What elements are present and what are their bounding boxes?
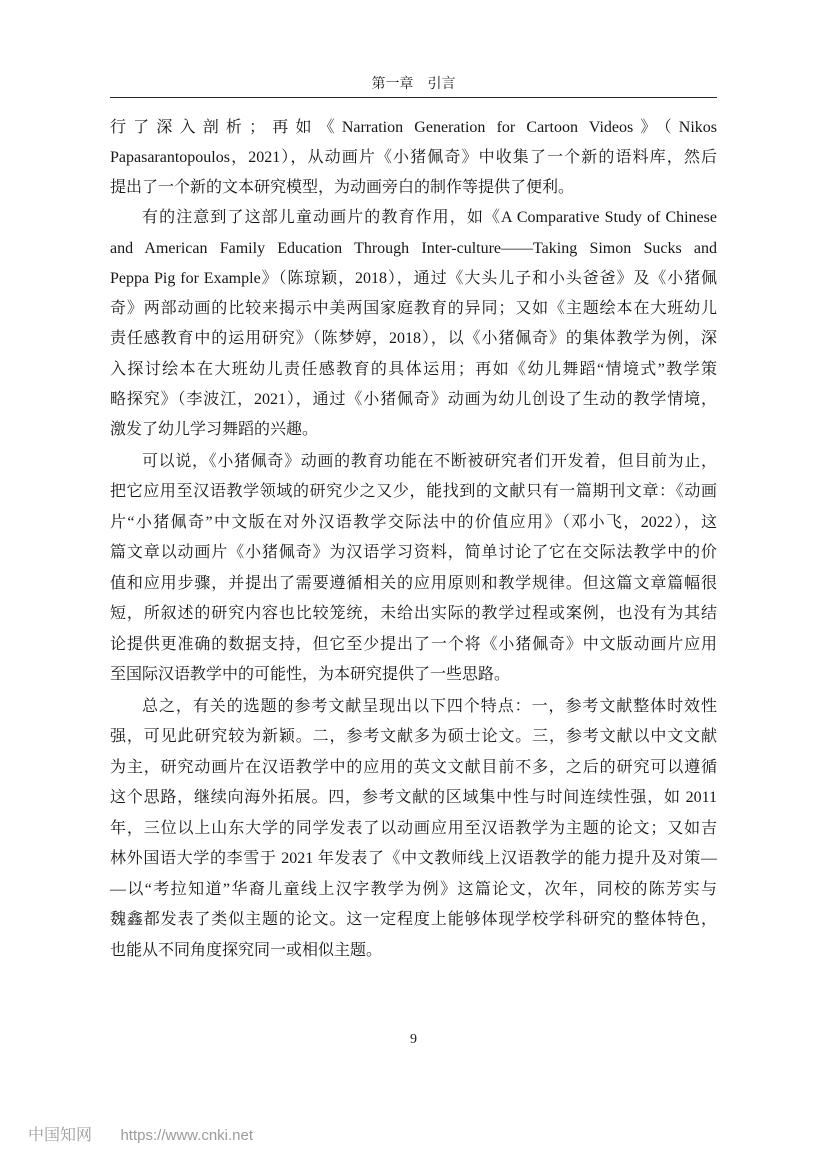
text-line: 有的注意到了这部儿童动画片的教育作用，如《A Comparative Study of Chinese	[142, 209, 717, 226]
text-line: 短，所叙述的研究内容也比较笼统，未给出实际的教学过程或案例，也没有为其结	[110, 605, 717, 622]
cnki-watermark	[28, 1124, 253, 1148]
text-line: 入探讨绘本在大班幼儿责任感教育的具体运用；再如《幼儿舞蹈“情境式”教学策	[110, 361, 717, 378]
text-line: 也能从不同角度探究同一或相似主题。	[110, 942, 383, 959]
text-line: 把它应用至汉语教学领域的研究少之又少，能找到的文献只有一篇期刊文章：《动画	[110, 483, 717, 500]
text-line: 至国际汉语教学中的可能性，为本研究提供了一些思路。	[110, 666, 511, 683]
text-line: 片“小猪佩奇”中文版在对外汉语教学交际法中的价值应用》（邓小飞，2022），这	[110, 514, 717, 531]
text-line: 年，三位以上山东大学的同学发表了以动画应用至汉语教学为主题的论文；又如吉	[110, 820, 717, 837]
text-line: Papasarantopoulos，2021），从动画片《小猪佩奇》中收集了一个新的语料库，然后	[110, 149, 717, 166]
running-head-chapter-title: 第一章 引言	[371, 77, 456, 92]
text-line: 行了深入剖析；再如《Narration Generation for Cartoon Videos》（Nikos	[110, 119, 717, 136]
text-line: 总之，有关的选题的参考文献呈现出以下四个特点：一，参考文献整体时效性	[142, 698, 717, 715]
header-rule	[110, 97, 717, 98]
text-line: 论提供更准确的数据支持，但它至少提出了一个将《小猪佩奇》中文版动画片应用	[110, 636, 717, 653]
text-line: 提出了一个新的文本研究模型，为动画旁白的制作等提供了便利。	[110, 179, 575, 196]
text-line: 责任感教育中的运用研究》（陈梦婷，2018），以《小猪佩奇》的集体教学为例，深	[110, 330, 717, 347]
text-line: Peppa Pig for Example》（陈琼颖，2018），通过《大头儿子和小头爸爸》及《小猪佩	[110, 270, 717, 287]
text-line: 可以说，《小猪佩奇》动画的教育功能在不断被研究者们开发着，但目前为止，	[142, 453, 717, 470]
text-line: 林外国语大学的李雪于 2021 年发表了《中文教师线上汉语教学的能力提升及对策—	[110, 850, 717, 867]
text-line: 篇文章以动画片《小猪佩奇》为汉语学习资料，简单讨论了它在交际法教学中的价	[110, 544, 717, 561]
watermark-url: https://www.cnki.net	[120, 1127, 254, 1144]
text-line: and American Family Education Through Inter-culture——Taking Simon Sucks and	[110, 240, 717, 257]
text-line: 值和应用步骤，并提出了需要遵循相关的应用原则和教学规律。但这篇文章篇幅很	[110, 575, 717, 592]
text-line: —以“考拉知道”华裔儿童线上汉字教学为例》这篇论文，次年，同校的陈芳实与	[110, 881, 717, 898]
text-line: 强，可见此研究较为新颖。二，参考文献多为硕士论文。三，参考文献以中文文献	[110, 728, 717, 745]
text-line: 这个思路，继续向海外拓展。四，参考文献的区域集中性与时间连续性强，如 2011	[110, 789, 717, 806]
text-line: 奇》两部动画的比较来揭示中美两国家庭教育的异同；又如《主题绘本在大班幼儿	[110, 300, 717, 317]
watermark-site-name: 中国知网	[28, 1127, 93, 1144]
text-line: 激发了幼儿学习舞蹈的兴趣。	[110, 421, 319, 438]
page-number: 9	[410, 1032, 417, 1047]
text-line: 为主，研究动画片在汉语教学中的应用的英文文献目前不多，之后的研究可以遵循	[110, 759, 717, 776]
text-line: 略探究》（李波江，2021），通过《小猪佩奇》动画为幼儿创设了生动的教学情境，	[110, 391, 717, 408]
text-line: 魏鑫都发表了类似主题的论文。这一定程度上能够体现学校学科研究的整体特色，	[110, 911, 717, 928]
